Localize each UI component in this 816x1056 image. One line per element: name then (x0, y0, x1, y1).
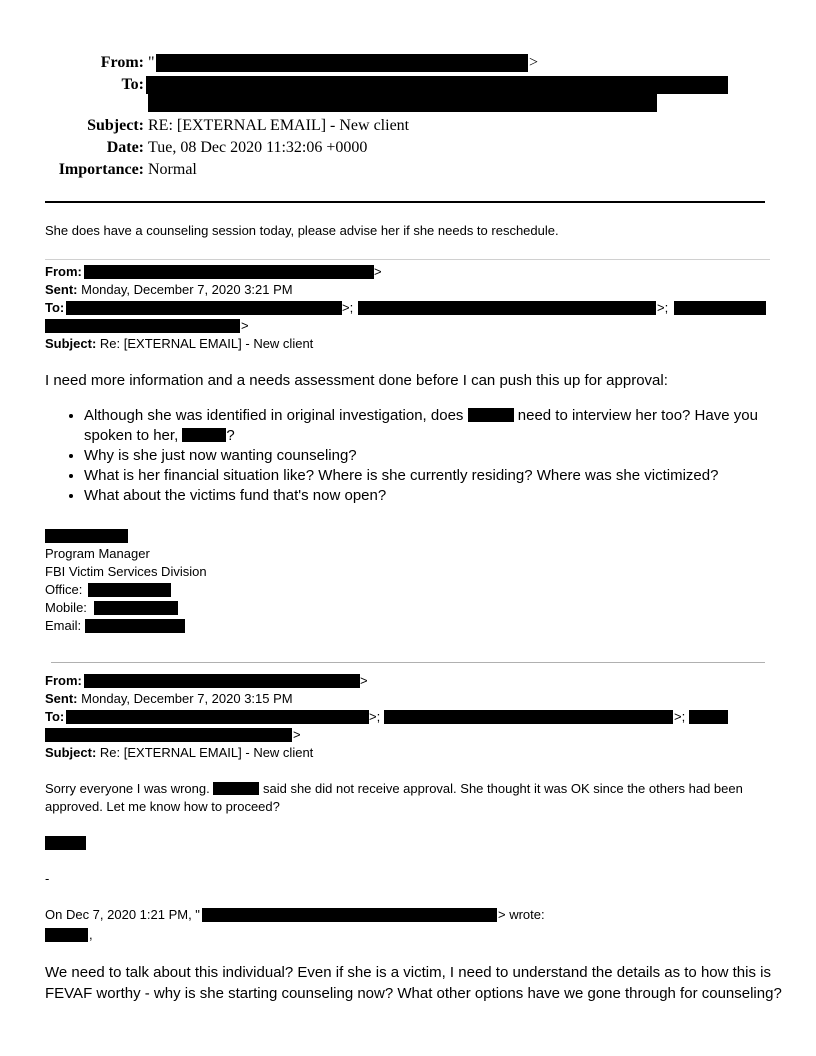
redaction-block (468, 408, 514, 422)
msg1-sent: Sent: Monday, December 7, 2020 3:21 PM (45, 282, 293, 297)
redaction-block (84, 265, 374, 279)
list-item: • Although she was identified in original investigation, does need to interview her too? Have you spoken to her, ? (84, 406, 794, 446)
msg1-from-suffix: > (374, 264, 382, 279)
msg2-body-line1: Sorry everyone I was wrong. said she did not receive approval. She thought it was OK since the others had been (45, 781, 743, 796)
msg1-to-end: > (241, 318, 249, 333)
redaction-block (156, 54, 528, 72)
redaction-block (202, 908, 497, 922)
msg2-to-sep1: >; (369, 709, 381, 724)
redaction-block (384, 710, 673, 724)
importance-label: Importance: (58, 161, 144, 178)
msg1-to: To: (45, 300, 65, 315)
msg1-to-sep1: >; (342, 300, 354, 315)
redaction-block (45, 319, 240, 333)
redaction-block (45, 928, 88, 942)
msg1-from: From: (45, 264, 82, 279)
redaction-block (674, 301, 766, 315)
redaction-block (146, 76, 728, 94)
redaction-block (84, 674, 360, 688)
date-value: Tue, 08 Dec 2020 11:32:06 +0000 (148, 139, 368, 156)
from-suffix: > (529, 54, 539, 71)
sig-office-label: Office: (45, 582, 83, 597)
msg2-from-suffix: > (360, 673, 368, 688)
quote-para-line1: We need to talk about this individual? Even if she is a victim, I need to understand the details as to how this is (45, 964, 771, 981)
sig-mobile-label: Mobile: (45, 600, 87, 615)
msg2-dash: - (45, 871, 50, 886)
quote-para-line2: FEVAF worthy - why is she starting counseling now? What other options have we gone through for counseling? (45, 985, 782, 1002)
reply-text: She does have a counseling session today, please advise her if she needs to reschedule. (45, 223, 559, 238)
redaction-block (182, 428, 226, 442)
msg2-to: To: (45, 709, 65, 724)
sig-title: Program Manager (45, 546, 150, 561)
msg2-to-sep2: >; (674, 709, 686, 724)
msg1-intro: I need more information and a needs assessment done before I can push this up for approval: (45, 372, 668, 389)
msg2-body-line2: approved. Let me know how to proceed? (45, 799, 280, 814)
redaction-block (213, 782, 259, 795)
redaction-block (358, 301, 656, 315)
from-quote: " (148, 54, 155, 71)
list-item: • What about the victims fund that's now open? (84, 486, 794, 506)
list-item: • What is her financial situation like? Where is she currently residing? Where was she victimized? (84, 466, 794, 486)
redaction-block (689, 710, 728, 724)
subject-label: Subject: (87, 117, 144, 134)
list-item: • Why is she just now wanting counseling? (84, 446, 794, 466)
msg2-from: From: (45, 673, 82, 688)
quote-comma: , (89, 927, 93, 942)
quote-wrote: > wrote: (498, 907, 545, 922)
subject-value: RE: [EXTERNAL EMAIL] - New client (148, 117, 410, 134)
redaction-block (88, 583, 171, 597)
question-list (60, 406, 794, 506)
message-divider (45, 259, 770, 260)
date-label: Date: (106, 139, 144, 156)
msg2-to-end: > (293, 727, 301, 742)
redaction-block (94, 601, 178, 615)
to-label: To: (121, 76, 144, 93)
msg1-to-sep2: >; (657, 300, 669, 315)
redaction-block (45, 836, 86, 850)
msg2-sent: Sent: Monday, December 7, 2020 3:15 PM (45, 691, 293, 706)
redaction-block (45, 728, 292, 742)
msg1-subject: Subject: Re: [EXTERNAL EMAIL] - New client (45, 336, 314, 351)
header-divider (45, 201, 765, 203)
message-divider (51, 662, 765, 663)
sig-division: FBI Victim Services Division (45, 564, 207, 579)
redaction-block (45, 529, 128, 543)
sig-email-label: Email: (45, 618, 82, 633)
importance-value: Normal (148, 161, 197, 178)
redaction-block (85, 619, 185, 633)
msg2-subject: Subject: Re: [EXTERNAL EMAIL] - New client (45, 745, 314, 760)
quote-on-prefix: On Dec 7, 2020 1:21 PM, " (45, 907, 200, 922)
redaction-block (148, 94, 657, 112)
redaction-block (66, 301, 342, 315)
redaction-block (66, 710, 369, 724)
from-label: From: (100, 54, 144, 71)
